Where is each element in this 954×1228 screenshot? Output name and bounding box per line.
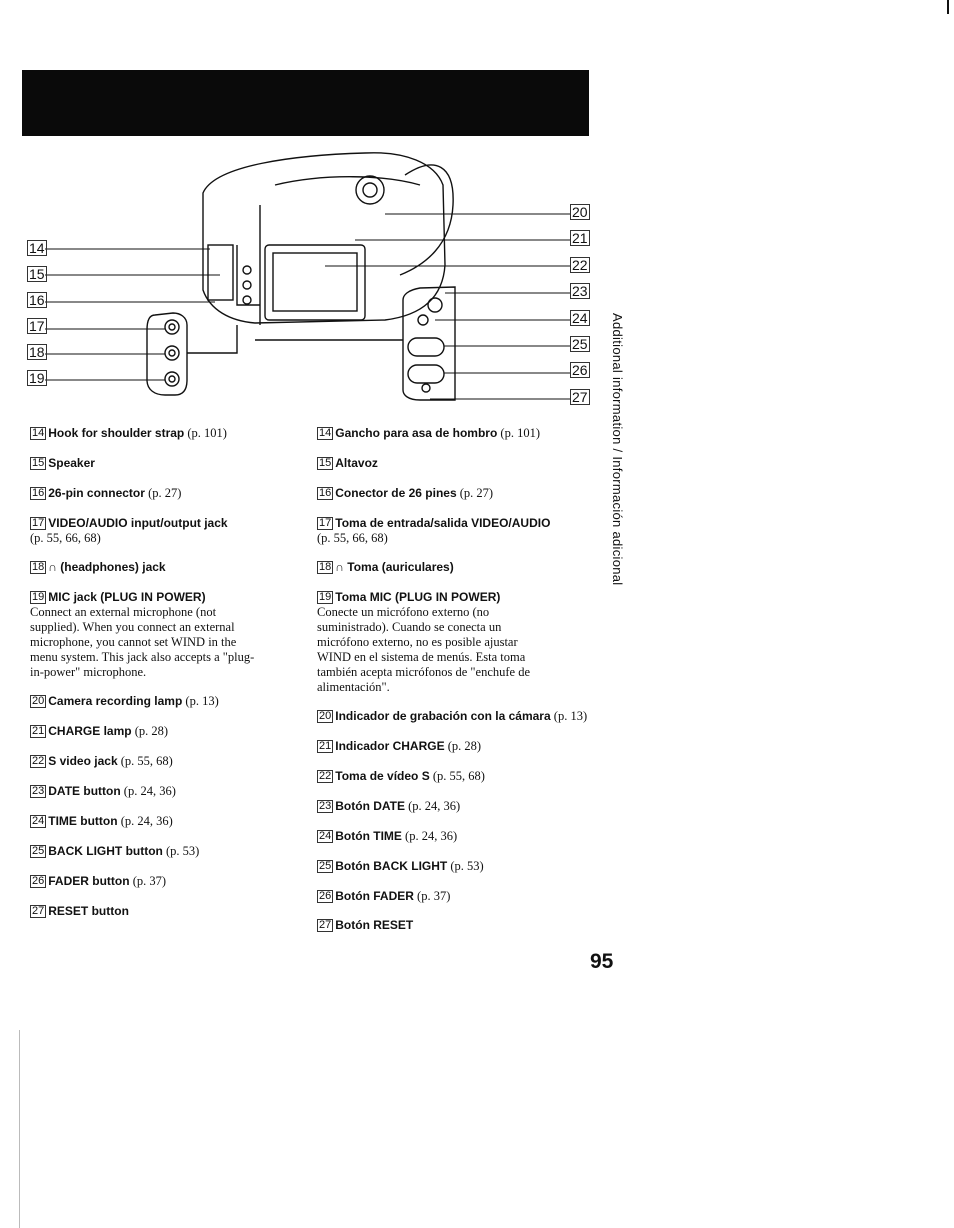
item-number: 18 <box>319 561 332 573</box>
list-item <box>30 814 310 829</box>
list-item <box>317 560 597 575</box>
item-number: 15 <box>32 457 45 469</box>
callout-number <box>27 266 49 284</box>
item-number: 27 <box>32 905 45 917</box>
item-number: 14 <box>319 427 332 439</box>
item-description-line: WIND en el sistema de menús. Esta toma <box>317 650 526 664</box>
item-label: FADER button <box>48 874 130 888</box>
item-label: Indicador CHARGE <box>335 739 445 753</box>
item-label: ∩ (headphones) jack <box>48 560 166 574</box>
item-description-line: Connect an external microphone (not <box>30 605 217 619</box>
list-item <box>317 709 597 724</box>
item-label: Toma de entrada/salida VIDEO/AUDIO <box>335 516 551 530</box>
list-item <box>30 874 310 889</box>
item-description-line: alimentación". <box>317 680 390 694</box>
item-number: 17 <box>319 517 332 529</box>
item-label: Camera recording lamp <box>48 694 183 708</box>
list-item <box>317 739 597 754</box>
item-label: BACK LIGHT button <box>48 844 163 858</box>
item-number: 24 <box>32 815 45 827</box>
item-number: 22 <box>32 755 45 767</box>
item-page-ref: (p. 24, 36) <box>405 829 458 843</box>
callout-number-box: 18 <box>29 344 45 360</box>
item-number: 21 <box>32 725 45 737</box>
item-number: 26 <box>32 875 45 887</box>
item-label: RESET button <box>48 904 129 918</box>
item-label: VIDEO/AUDIO input/output jack <box>48 516 228 530</box>
item-label: Toma de vídeo S <box>335 769 430 783</box>
list-item <box>30 754 310 769</box>
list-item <box>317 769 597 784</box>
item-page-ref: (p. 24, 36) <box>123 784 176 798</box>
item-label: Botón BACK LIGHT <box>335 859 448 873</box>
list-item <box>30 426 310 441</box>
item-number: 19 <box>319 591 332 603</box>
callout-number <box>27 318 49 336</box>
item-label: Altavoz <box>335 456 378 470</box>
item-number: 27 <box>319 919 332 931</box>
scan-edge-line <box>19 1030 20 1228</box>
item-page-ref: (p. 55, 66, 68) <box>317 531 388 545</box>
callout-number-box: 16 <box>29 292 45 308</box>
list-item <box>30 724 310 739</box>
item-number: 17 <box>32 517 45 529</box>
callout-number-box: 21 <box>572 230 588 247</box>
item-description-line: microphone, you cannot set WIND in the <box>30 635 237 649</box>
callout-number <box>570 362 592 380</box>
callout-number <box>570 283 592 301</box>
item-page-ref: (p. 28) <box>134 724 169 738</box>
list-item <box>30 516 310 546</box>
callout-number-box: 14 <box>29 240 45 256</box>
item-description-line: también acepta micrófonos de "enchufe de <box>317 665 530 679</box>
list-item <box>317 799 597 814</box>
list-item <box>317 486 597 501</box>
item-description-line: supplied). When you connect an external <box>30 620 235 634</box>
item-page-ref: (p. 101) <box>187 426 227 440</box>
item-label: Gancho para asa de hombro <box>335 426 498 440</box>
item-description-line: micrófono externo, no es posible ajustar <box>317 635 518 649</box>
list-item <box>317 590 597 695</box>
callout-number-box: 22 <box>572 256 588 273</box>
callout-number-box: 26 <box>572 362 588 379</box>
item-number: 21 <box>319 740 332 752</box>
item-page-ref: (p. 28) <box>447 739 482 753</box>
item-number: 16 <box>32 487 45 499</box>
callout-number-box: 23 <box>572 283 588 300</box>
list-item <box>317 456 597 471</box>
callout-number-box: 15 <box>29 266 45 282</box>
section-header-bar <box>22 70 589 136</box>
callout-number <box>570 389 592 407</box>
list-item <box>317 918 597 933</box>
item-description-line: in-power" microphone. <box>30 665 147 679</box>
item-page-ref: (p. 55, 68) <box>432 769 485 783</box>
item-page-ref: (p. 13) <box>185 694 219 708</box>
item-page-ref: (p. 24, 36) <box>408 799 461 813</box>
list-item <box>317 426 597 441</box>
item-label: 26-pin connector <box>48 486 145 500</box>
item-number: 15 <box>319 457 332 469</box>
callout-number <box>570 336 592 354</box>
item-number: 18 <box>32 561 45 573</box>
item-number: 23 <box>319 800 332 812</box>
item-description-line: Conecte un micrófono externo (no <box>317 605 490 619</box>
callout-number <box>570 204 592 222</box>
item-number: 16 <box>319 487 332 499</box>
list-item <box>30 904 310 919</box>
callout-number-box: 19 <box>29 370 45 386</box>
item-page-ref: (p. 53) <box>166 844 200 858</box>
list-item <box>30 694 310 709</box>
callout-number-box: 27 <box>572 388 588 405</box>
callout-number <box>570 257 592 275</box>
list-item <box>30 486 310 501</box>
item-label: Botón RESET <box>335 918 414 932</box>
callout-number <box>570 310 592 328</box>
item-number: 22 <box>319 770 332 782</box>
item-number: 19 <box>32 591 45 603</box>
callout-number <box>27 240 49 258</box>
item-page-ref: (p. 13) <box>553 709 588 723</box>
item-description-line: menu system. This jack also accepts a "plug- <box>30 650 255 664</box>
page-number: 95 <box>590 950 614 973</box>
item-label: DATE button <box>48 784 121 798</box>
item-label: Botón TIME <box>335 829 402 843</box>
item-number: 23 <box>32 785 45 797</box>
callout-number-box: 25 <box>572 336 588 352</box>
item-label: Toma MIC (PLUG IN POWER) <box>335 590 501 604</box>
item-number: 25 <box>32 845 45 857</box>
list-item <box>317 889 597 904</box>
corner-mark <box>947 0 949 14</box>
list-item <box>30 784 310 799</box>
item-label: Botón FADER <box>335 889 414 903</box>
item-number: 20 <box>319 710 332 722</box>
callout-number <box>27 370 49 388</box>
item-page-ref: (p. 53) <box>450 859 484 873</box>
camcorder-illustration <box>25 145 600 410</box>
callout-number-box: 17 <box>29 318 45 334</box>
item-number: 25 <box>319 860 332 872</box>
list-item <box>30 844 310 859</box>
list-item <box>30 456 310 471</box>
item-description-line: suministrado). Cuando se conecta un <box>317 620 502 634</box>
list-item <box>30 560 310 575</box>
item-label: Indicador de grabación con la cámara <box>335 709 551 723</box>
item-page-ref: (p. 24, 36) <box>120 814 173 828</box>
item-number: 24 <box>319 830 332 842</box>
list-item <box>30 590 310 680</box>
item-label: Hook for shoulder strap <box>48 426 185 440</box>
item-page-ref: (p. 101) <box>500 426 540 440</box>
item-label: CHARGE lamp <box>48 724 132 738</box>
list-item <box>317 516 597 546</box>
callout-number <box>27 292 49 310</box>
callout-number-box: 24 <box>572 309 588 326</box>
item-page-ref: (p. 37) <box>132 874 167 888</box>
item-label: Botón DATE <box>335 799 406 813</box>
item-page-ref: (p. 27) <box>148 486 182 500</box>
callout-number <box>570 230 592 248</box>
list-item <box>317 859 597 874</box>
side-section-label: Additional information / Información adicional <box>610 313 625 586</box>
item-number: 14 <box>32 427 45 439</box>
item-label: ∩ Toma (auriculares) <box>335 560 454 574</box>
item-page-ref: (p. 27) <box>459 486 494 500</box>
callout-number-box: 20 <box>572 204 588 220</box>
callout-number <box>27 344 49 362</box>
item-label: Speaker <box>48 456 95 470</box>
item-label: Conector de 26 pines <box>335 486 457 500</box>
item-page-ref: (p. 37) <box>417 889 451 903</box>
list-item <box>317 829 597 844</box>
item-label: MIC jack (PLUG IN POWER) <box>48 590 206 604</box>
item-label: TIME button <box>48 814 118 828</box>
item-number: 20 <box>32 695 45 707</box>
item-page-ref: (p. 55, 66, 68) <box>30 531 101 545</box>
item-number: 26 <box>319 890 332 902</box>
item-label: S video jack <box>48 754 118 768</box>
item-page-ref: (p. 55, 68) <box>120 754 173 768</box>
camcorder-diagram <box>25 145 600 410</box>
